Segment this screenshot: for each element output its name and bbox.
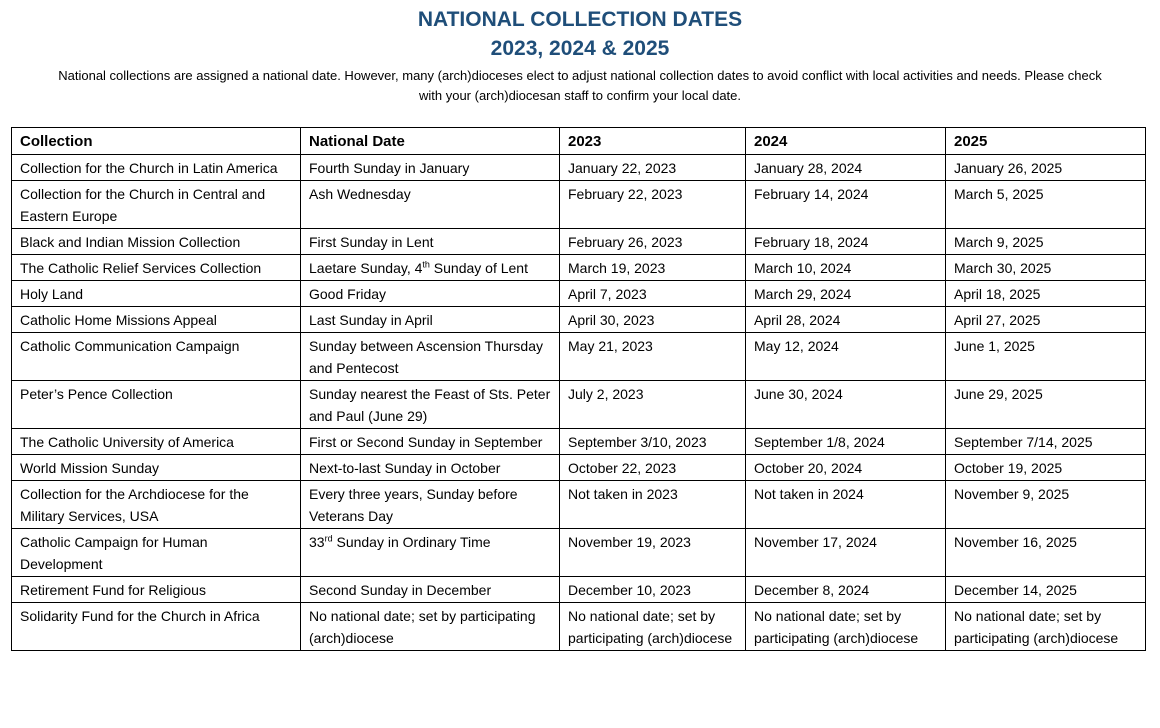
ordinal-suffix: rd [324, 533, 333, 544]
table-row [12, 481, 1146, 529]
table-row [12, 181, 1146, 229]
cell-national-date [301, 255, 560, 281]
table-row [12, 577, 1146, 603]
cell-2024: No national date; set by participating (arch)diocese [746, 603, 946, 651]
cell-2025: April 18, 2025 [946, 281, 1146, 307]
cell-2025: December 14, 2025 [946, 577, 1146, 603]
cell-national-date: Every three years, Sunday before Veterans Day [301, 481, 560, 529]
national-date-text: Sunday in Ordinary Time [332, 534, 491, 550]
cell-collection: Catholic Campaign for Human Development [12, 529, 301, 577]
cell-2024: February 18, 2024 [746, 229, 946, 255]
cell-2025: March 9, 2025 [946, 229, 1146, 255]
intro-paragraph: National collections are assigned a national date. However, many (arch)dioceses elect to adjust national collection dates to avoid conflict with local activities and needs. Please check with your (arch)diocesan staff to confirm your local date. [58, 68, 1102, 103]
cell-2024: January 28, 2024 [746, 155, 946, 181]
cell-national-date: First Sunday in Lent [301, 229, 560, 255]
table-row [12, 429, 1146, 455]
cell-2025: November 9, 2025 [946, 481, 1146, 529]
page-title: NATIONAL COLLECTION DATES [417, 8, 743, 31]
national-date-text: Laetare Sunday, 4 [309, 260, 423, 276]
cell-2023: May 21, 2023 [560, 333, 746, 381]
table-row [12, 603, 1146, 651]
cell-national-date: Second Sunday in December [301, 577, 560, 603]
cell-collection: Holy Land [12, 281, 301, 307]
cell-collection: The Catholic University of America [12, 429, 301, 455]
national-date-text: Sunday of Lent [429, 260, 528, 276]
cell-national-date: Sunday nearest the Feast of Sts. Peter and Paul (June 29) [301, 381, 560, 429]
table-row [12, 307, 1146, 333]
header-collection: Collection [12, 128, 301, 155]
cell-national-date [301, 529, 560, 577]
cell-2025: June 29, 2025 [946, 381, 1146, 429]
cell-collection: Peter’s Pence Collection [12, 381, 301, 429]
page-subtitle-years: 2023, 2024 & 2025 [490, 37, 670, 60]
cell-2025: October 19, 2025 [946, 455, 1146, 481]
cell-2025: No national date; set by participating (arch)diocese [946, 603, 1146, 651]
cell-2023: September 3/10, 2023 [560, 429, 746, 455]
header-2023: 2023 [560, 128, 746, 155]
cell-2024: October 20, 2024 [746, 455, 946, 481]
header-national-date: National Date [301, 128, 560, 155]
table-row [12, 455, 1146, 481]
cell-2024: December 8, 2024 [746, 577, 946, 603]
cell-national-date: First or Second Sunday in September [301, 429, 560, 455]
national-date-text: 33 [309, 534, 325, 550]
cell-2025: April 27, 2025 [946, 307, 1146, 333]
cell-2025: June 1, 2025 [946, 333, 1146, 381]
cell-national-date: Ash Wednesday [301, 181, 560, 229]
table-row [12, 255, 1146, 281]
cell-collection: World Mission Sunday [12, 455, 301, 481]
cell-2023: Not taken in 2023 [560, 481, 746, 529]
cell-collection: Retirement Fund for Religious [12, 577, 301, 603]
cell-2023: March 19, 2023 [560, 255, 746, 281]
table-header-row [12, 128, 1146, 155]
cell-2024: April 28, 2024 [746, 307, 946, 333]
cell-2024: February 14, 2024 [746, 181, 946, 229]
cell-2024: September 1/8, 2024 [746, 429, 946, 455]
cell-2024: March 10, 2024 [746, 255, 946, 281]
table-row [12, 229, 1146, 255]
table-row [12, 155, 1146, 181]
cell-2024: November 17, 2024 [746, 529, 946, 577]
cell-2023: April 30, 2023 [560, 307, 746, 333]
cell-2023: November 19, 2023 [560, 529, 746, 577]
header-2024: 2024 [746, 128, 946, 155]
cell-2023: December 10, 2023 [560, 577, 746, 603]
cell-2025: March 5, 2025 [946, 181, 1146, 229]
cell-national-date: Sunday between Ascension Thursday and Pentecost [301, 333, 560, 381]
ordinal-suffix: th [422, 259, 430, 270]
cell-collection: Collection for the Archdiocese for the Military Services, USA [12, 481, 301, 529]
header-2025: 2025 [946, 128, 1146, 155]
cell-2023: April 7, 2023 [560, 281, 746, 307]
table-row [12, 281, 1146, 307]
cell-2023: No national date; set by participating (arch)diocese [560, 603, 746, 651]
cell-collection: Catholic Home Missions Appeal [12, 307, 301, 333]
cell-national-date: Next-to-last Sunday in October [301, 455, 560, 481]
cell-2023: January 22, 2023 [560, 155, 746, 181]
cell-2023: July 2, 2023 [560, 381, 746, 429]
cell-collection: Black and Indian Mission Collection [12, 229, 301, 255]
cell-collection: Solidarity Fund for the Church in Africa [12, 603, 301, 651]
cell-national-date: Fourth Sunday in January [301, 155, 560, 181]
cell-national-date: Last Sunday in April [301, 307, 560, 333]
cell-2025: November 16, 2025 [946, 529, 1146, 577]
cell-2024: March 29, 2024 [746, 281, 946, 307]
cell-2025: March 30, 2025 [946, 255, 1146, 281]
cell-collection: The Catholic Relief Services Collection [12, 255, 301, 281]
cell-national-date: No national date; set by participating (arch)diocese [301, 603, 560, 651]
cell-collection: Collection for the Church in Central and Eastern Europe [12, 181, 301, 229]
cell-2024: June 30, 2024 [746, 381, 946, 429]
collection-dates-table [11, 127, 1146, 651]
cell-2023: October 22, 2023 [560, 455, 746, 481]
cell-2025: January 26, 2025 [946, 155, 1146, 181]
cell-2023: February 26, 2023 [560, 229, 746, 255]
cell-national-date: Good Friday [301, 281, 560, 307]
table-row [12, 529, 1146, 577]
cell-collection: Collection for the Church in Latin America [12, 155, 301, 181]
cell-2023: February 22, 2023 [560, 181, 746, 229]
table-row [12, 381, 1146, 429]
cell-2024: Not taken in 2024 [746, 481, 946, 529]
cell-2025: September 7/14, 2025 [946, 429, 1146, 455]
table-row [12, 333, 1146, 381]
cell-collection: Catholic Communication Campaign [12, 333, 301, 381]
cell-2024: May 12, 2024 [746, 333, 946, 381]
